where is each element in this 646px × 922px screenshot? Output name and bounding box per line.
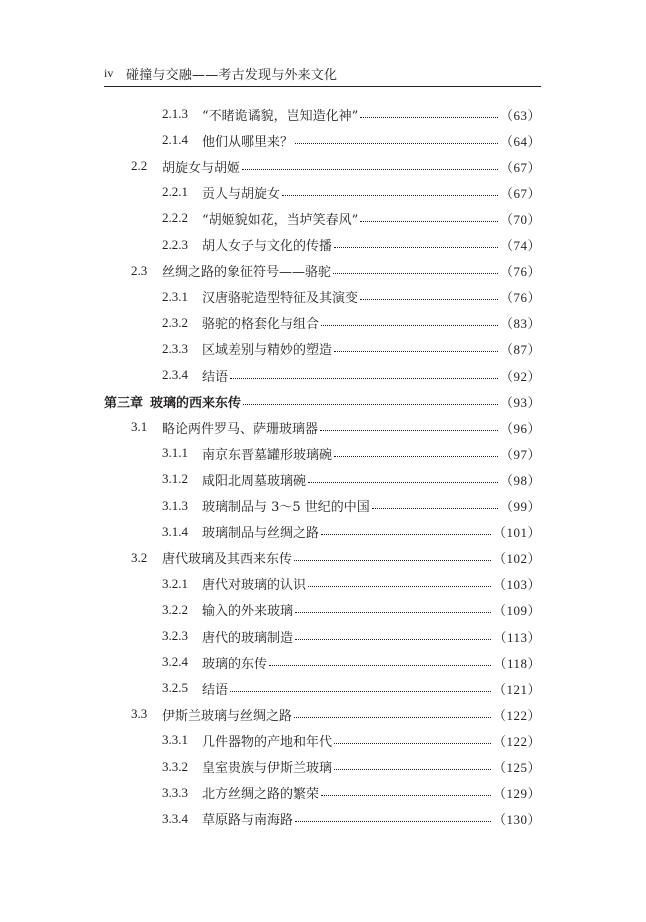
toc-entry-page: （118） — [493, 655, 541, 671]
toc-entry[interactable] — [131, 156, 541, 176]
toc-entry-title: 输入的外来玻璃 — [202, 604, 294, 620]
dot-leader — [360, 221, 498, 222]
toc-entry[interactable] — [162, 757, 541, 777]
toc-entry[interactable] — [162, 496, 541, 516]
dot-leader — [360, 299, 498, 300]
toc-entry-page: （93） — [499, 394, 541, 410]
toc-entry-number: 3.1.2 — [162, 471, 188, 487]
book-title: 碰撞与交融——考古发现与外来文化 — [126, 68, 338, 83]
toc-entry-page: （102） — [492, 551, 541, 567]
dot-leader — [230, 691, 491, 692]
toc-entry[interactable] — [162, 287, 541, 307]
toc-entry-number: 3.3.2 — [162, 758, 188, 774]
toc-entry-title: 北方丝绸之路的繁荣 — [202, 787, 320, 803]
toc-entry-page: （67） — [499, 185, 541, 201]
toc-entry-page: （101） — [492, 525, 541, 541]
toc-entry-number: 2.3.1 — [162, 288, 188, 304]
toc-entry-title: 胡旋女与胡姬 — [162, 160, 241, 176]
toc-entry[interactable] — [162, 208, 541, 228]
dot-leader — [295, 612, 491, 613]
toc-entry-title: 丝绸之路的象征符号——骆驼 — [162, 265, 332, 281]
toc-entry[interactable] — [131, 548, 541, 568]
toc-entry-page: （103） — [492, 577, 541, 593]
dot-leader — [321, 325, 498, 326]
toc-entry-page: （70） — [499, 211, 541, 227]
dot-leader — [334, 743, 491, 744]
dot-leader — [243, 404, 498, 405]
dot-leader — [294, 717, 491, 718]
dot-leader — [308, 482, 498, 483]
dot-leader — [334, 769, 491, 770]
dot-leader — [242, 169, 498, 170]
toc-entry-title: “胡姬貌如花，当垆笑春风” — [202, 212, 359, 228]
toc-entry[interactable] — [162, 783, 541, 803]
dot-leader — [308, 586, 491, 587]
toc-entry[interactable] — [162, 652, 541, 672]
toc-entry-title: 胡人女子与文化的传播 — [202, 239, 333, 254]
toc-entry-title: 草原路与南海路 — [202, 813, 294, 829]
toc-entry-number: 3.1.4 — [162, 523, 188, 539]
toc-entry-number: 3.2.5 — [162, 680, 188, 696]
toc-entry-title: 唐代玻璃及其西来东传 — [162, 552, 293, 568]
toc-entry-page: （87） — [499, 342, 541, 358]
toc-entry[interactable] — [162, 130, 541, 150]
toc-entry-page: （109） — [492, 603, 541, 619]
toc-entry[interactable] — [162, 339, 541, 359]
toc-entry[interactable] — [131, 704, 541, 724]
toc-entry-title: 几件器物的产地和年代 — [202, 734, 333, 750]
toc-entry-number: 2.3 — [131, 262, 148, 278]
toc-entry-title: “不睹诡谲貌，岂知造化神” — [202, 108, 359, 124]
toc-entry[interactable] — [131, 261, 541, 281]
toc-entry-page: （98） — [499, 472, 541, 488]
toc-entry[interactable] — [162, 522, 541, 542]
toc-entry-number: 2.3.2 — [162, 314, 188, 330]
toc-entry-number: 3.3.3 — [162, 784, 188, 800]
toc-entry-number: 3.1.3 — [162, 497, 188, 513]
toc-entry-number: 3.1.1 — [162, 445, 188, 461]
toc-entry-page: （96） — [499, 420, 541, 436]
toc-entry-page: （113） — [493, 629, 541, 645]
dot-leader — [333, 273, 498, 274]
toc-entry-page: （92） — [499, 368, 541, 384]
toc-entry-page: （97） — [499, 446, 541, 462]
toc-entry-page: （64） — [499, 133, 541, 149]
toc-entry-page: （121） — [492, 681, 541, 697]
toc-entry-page: （76） — [499, 290, 541, 306]
toc-entry-number: 2.2.3 — [162, 236, 188, 252]
toc-entry-number: 3.2 — [131, 549, 148, 565]
toc-entry[interactable] — [162, 365, 541, 385]
dot-leader — [282, 195, 498, 196]
toc-entry[interactable] — [162, 235, 541, 255]
dot-leader — [294, 560, 491, 561]
toc-entry-page: （125） — [492, 760, 541, 775]
toc-entry[interactable] — [162, 600, 541, 620]
toc-entry-number: 2.3.3 — [162, 340, 188, 356]
dot-leader — [320, 430, 498, 431]
toc-entry-title: 皇室贵族与伊斯兰玻璃 — [202, 761, 333, 776]
toc-entry-number: 3.1 — [131, 419, 148, 435]
toc-entry[interactable] — [162, 678, 541, 698]
toc-entry[interactable] — [162, 626, 541, 646]
toc-entry-number: 2.2.1 — [162, 184, 188, 200]
toc-entry-title: 南京东晋墓罐形玻璃碗 — [202, 447, 333, 463]
toc-entry-title: 唐代的玻璃制造 — [202, 630, 294, 646]
toc-entry-page: （122） — [492, 707, 541, 723]
toc-entry-title: 玻璃的东传 — [202, 656, 268, 672]
dot-leader — [295, 821, 491, 822]
toc-entry-title: 区域差别与精妙的塑造 — [202, 343, 333, 359]
toc-entry-page: （129） — [492, 786, 541, 802]
toc-entry-title: 玻璃的西来东传 — [150, 395, 242, 411]
dot-leader — [321, 795, 491, 796]
toc-entry-number: 3.3.4 — [162, 810, 188, 826]
toc-entry-title: 唐代对玻璃的认识 — [202, 578, 307, 594]
toc-entry-title: 结语 — [202, 369, 229, 385]
dot-leader — [360, 117, 498, 118]
toc-entry[interactable] — [162, 182, 541, 202]
dot-leader — [334, 351, 498, 352]
page-number: iv — [104, 66, 114, 80]
dot-leader — [295, 143, 498, 144]
toc-entry-number: 3.2.4 — [162, 654, 188, 670]
toc-entry-page: （122） — [492, 733, 541, 749]
toc-entry-number: 3.2.3 — [162, 628, 188, 643]
dot-leader — [334, 456, 498, 457]
toc-entry-title: 略论两件罗马、萨珊玻璃器 — [162, 421, 319, 437]
dot-leader — [372, 508, 498, 509]
toc-entry-number: 第三章 — [104, 395, 144, 411]
toc-entry[interactable] — [162, 313, 541, 333]
toc-entry-title: 咸阳北周墓玻璃碗 — [202, 473, 307, 489]
toc-entry-title: 贡人与胡旋女 — [202, 186, 281, 202]
toc-entry-number: 2.2.2 — [162, 210, 188, 226]
dot-leader — [295, 639, 491, 640]
toc-entry-title: 伊斯兰玻璃与丝绸之路 — [162, 708, 293, 724]
toc-entry-title: 玻璃制品与 3～5 世纪的中国 — [202, 500, 370, 515]
toc-entry-page: （63） — [499, 107, 541, 123]
toc-entry[interactable] — [131, 417, 541, 437]
toc-entry-number: 3.3.1 — [162, 732, 188, 748]
toc-entry-number: 2.1.3 — [162, 106, 188, 121]
toc-entry[interactable] — [162, 730, 541, 750]
toc-entry-page: （99） — [499, 499, 541, 514]
toc-entry-title: 结语 — [202, 682, 229, 698]
toc-entry-page: （130） — [492, 812, 541, 828]
toc-chapter-entry[interactable] — [104, 391, 541, 411]
toc-entry[interactable] — [162, 809, 541, 829]
dot-leader — [321, 534, 491, 535]
toc-entry[interactable] — [162, 574, 541, 594]
toc-entry-number: 3.3 — [131, 706, 148, 722]
toc-entry[interactable] — [162, 104, 541, 124]
toc-entry-number: 2.2 — [131, 158, 148, 174]
toc-entry[interactable] — [162, 443, 541, 463]
dot-leader — [269, 665, 491, 666]
toc-entry-page: （83） — [499, 316, 541, 332]
toc-entry-number: 2.1.4 — [162, 132, 188, 148]
toc-entry-page: （74） — [499, 238, 541, 253]
toc-entry-number: 3.2.2 — [162, 601, 188, 617]
dot-leader — [230, 378, 498, 379]
toc-entry-number: 3.2.1 — [162, 575, 188, 591]
toc-entry-title: 汉唐骆驼造型特征及其演变 — [202, 291, 359, 307]
toc-entry-page: （67） — [499, 159, 541, 175]
toc-entry-title: 骆驼的格套化与组合 — [202, 317, 320, 333]
toc-entry-number: 2.3.4 — [162, 367, 188, 382]
toc-entry-title: 他们从哪里来？ — [202, 134, 294, 150]
toc-entry-page: （76） — [499, 264, 541, 280]
dot-leader — [334, 247, 498, 248]
toc-entry-title: 玻璃制品与丝绸之路 — [202, 526, 320, 542]
toc-entry[interactable] — [162, 469, 541, 489]
